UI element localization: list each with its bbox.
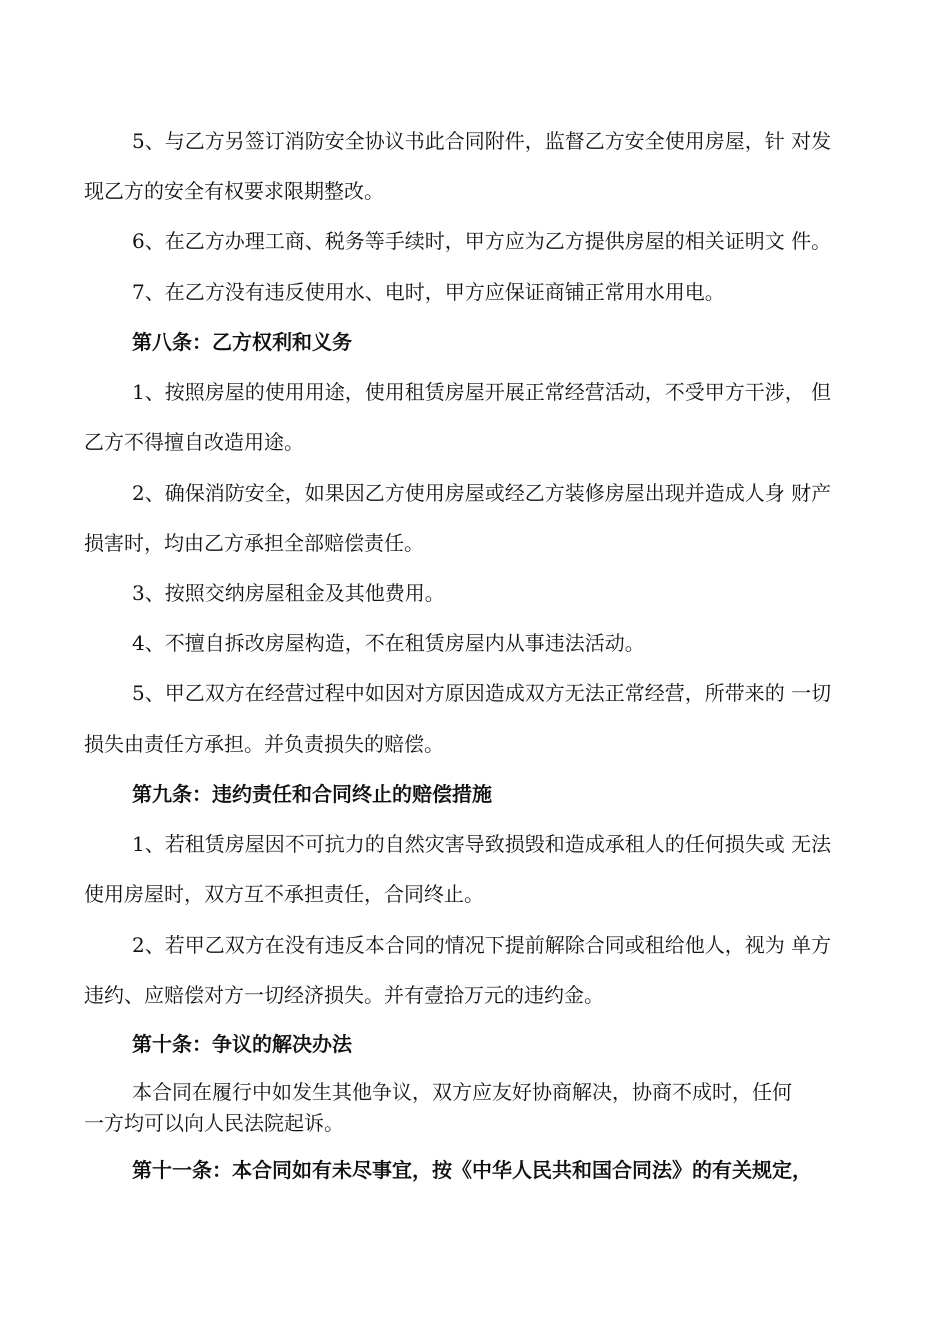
clause-7-item-6: 6、在乙方办理工商、税务等手续时，甲方应为乙方提供房屋的相关证明文 件。 <box>132 229 832 253</box>
clause-8-item-5-line-1: 5、甲乙双方在经营过程中如因对方原因造成双方无法正常经营，所带来的 一切 <box>132 681 832 705</box>
clause-9-item-1-line-2: 使用房屋时，双方互不承担责任，合同终止。 <box>84 882 484 906</box>
clause-11-heading: 第十一条：本合同如有未尽事宜，按《中华人民共和国合同法》的有关规定， <box>132 1158 812 1182</box>
clause-10-heading: 第十条：争议的解决办法 <box>132 1032 352 1056</box>
clause-9-heading: 第九条：违约责任和合同终止的赔偿措施 <box>132 782 492 806</box>
clause-10-body-line-2: 一方均可以向人民法院起诉。 <box>84 1111 344 1135</box>
clause-8-item-2-line-2: 损害时，均由乙方承担全部赔偿责任。 <box>84 531 424 555</box>
clause-10-body-line-1: 本合同在履行中如发生其他争议，双方应友好协商解决，协商不成时，任何 <box>132 1080 792 1104</box>
clause-9-item-2-line-2: 违约、应赔偿对方一切经济损失。并有壹拾万元的违约金。 <box>84 983 604 1007</box>
clause-8-item-2-line-1: 2、确保消防安全，如果因乙方使用房屋或经乙方装修房屋出现并造成人身 财产 <box>132 481 832 505</box>
clause-8-heading: 第八条：乙方权利和义务 <box>132 330 352 354</box>
clause-8-item-1-line-1: 1、按照房屋的使用用途，使用租赁房屋开展正常经营活动，不受甲方干涉， 但 <box>132 380 832 404</box>
clause-7-item-7: 7、在乙方没有违反使用水、电时，甲方应保证商铺正常用水用电。 <box>132 280 725 304</box>
clause-8-item-4: 4、不擅自拆改房屋构造，不在租赁房屋内从事违法活动。 <box>132 631 645 655</box>
clause-8-item-5-line-2: 损失由责任方承担。并负责损失的赔偿。 <box>84 732 444 756</box>
clause-9-item-1-line-1: 1、若租赁房屋因不可抗力的自然灾害导致损毁和造成承租人的任何损失或 无法 <box>132 832 832 856</box>
clause-8-item-1-line-2: 乙方不得擅自改造用途。 <box>84 430 304 454</box>
clause-7-item-5-line-1: 5、与乙方另签订消防安全协议书此合同附件，监督乙方安全使用房屋，针 对发 <box>132 129 832 153</box>
clause-7-item-5-line-2: 现乙方的安全有权要求限期整改。 <box>84 179 384 203</box>
clause-8-item-3: 3、按照交纳房屋租金及其他费用。 <box>132 581 445 605</box>
clause-9-item-2-line-1: 2、若甲乙双方在没有违反本合同的情况下提前解除合同或租给他人，视为 单方 <box>132 933 832 957</box>
